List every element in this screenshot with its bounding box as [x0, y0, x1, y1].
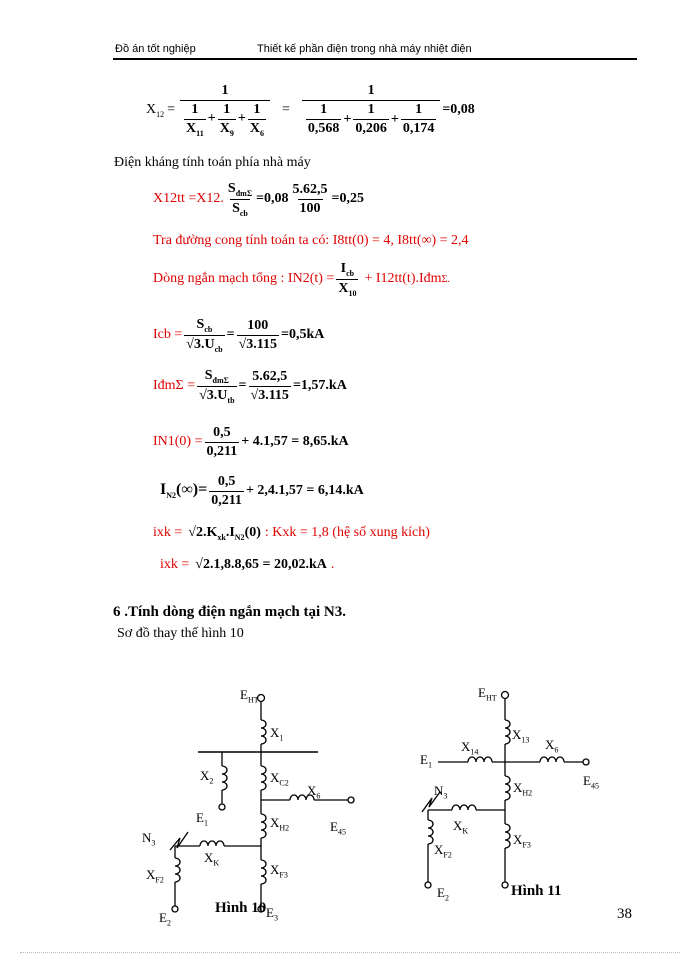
fig11-label-xh2: $X_{H2}$	[513, 780, 533, 798]
inductor-xf2	[175, 858, 180, 882]
equation-ixk: ixk = $√2.K_{xk}.I_{N2}(0)$ : Kxk = 1,8 (hệ số xung kích)	[153, 525, 430, 542]
inductor-xk	[200, 841, 224, 846]
page-number: 38	[617, 906, 632, 922]
equation-idm: IđmΣ = $\frac{S_{đm\Sigma}}{√3.U_{tb}}$ = $\frac{5.62,5}{√3.115}$ =1,57.kA	[153, 367, 347, 405]
section-subtitle: Sơ đồ thay thế hình 10	[117, 626, 244, 641]
text-lookup: Tra đường cong tính toán ta có: I8tt(0) = 4, I8tt(∞) = 2,4	[153, 233, 469, 248]
header-rule	[113, 58, 637, 60]
source-e45	[583, 759, 589, 765]
fig11-label-e2: $E_2$	[437, 885, 449, 903]
source-eht	[502, 692, 509, 699]
equation-x12tt: X12tt =X12. $\frac{S_{đm\Sigma}}{S_{cb}}$ =0,08 $\frac{5.62,5}{100}$ =0,25	[153, 180, 365, 218]
fig11-label-eht: $E_{HT}$	[478, 685, 497, 703]
fig10-label-x1: $X_1$	[270, 725, 284, 743]
equation-in2: $I_{N2}(\infty)=$ $\frac{0,5}{0,211}$ + 2,4.1,57 = 6,14.kA	[160, 473, 364, 508]
fig10-label-xk: $X_K$	[204, 850, 220, 868]
inductor-xh2	[261, 814, 266, 838]
fig11-label-xf2: $X_{F2}$	[434, 842, 452, 860]
fig11-caption: Hình 11	[511, 883, 562, 899]
section-title: 6 .Tính dòng điện ngắn mạch tại N3.	[113, 604, 346, 620]
source-e2	[172, 906, 178, 912]
source-e45	[348, 797, 354, 803]
fig10-label-x2: $X_2$	[200, 768, 214, 786]
fig11-label-xk: $X_K$	[453, 818, 469, 836]
fig10-caption: Hình 10	[215, 900, 267, 916]
fig11-label-x14: $X_{14}$	[461, 739, 479, 757]
fig10-label-e45: $E_{45}$	[330, 819, 346, 837]
inductor-x2	[222, 766, 227, 790]
inductor-xc2	[261, 766, 266, 790]
fig10-label-e1: $E_1$	[196, 810, 208, 828]
fig10-label-xf2: $X_{F2}$	[146, 867, 164, 885]
equation-ixk-value: ixk = √2.1,8.8,65 = 20,02.kA .	[160, 557, 335, 572]
fig11-label-e1: $E_1$	[420, 752, 432, 770]
equation-x12: $X_{12}$ = 1 $\frac{1}{X_{11}}$ + $\frac{1}{X_9}$ + $\frac{1}{X_6}$ = 1 $\frac{1}{0,568}$ + $\frac{1}{0,206}$ + $\frac{1}{0,174}$ =0,08	[146, 82, 475, 138]
inductor-x1	[261, 720, 266, 744]
source-e3	[502, 882, 508, 888]
inductor-x14	[468, 757, 492, 762]
text-reactance: Điện kháng tính toán phía nhà máy	[114, 155, 311, 170]
fig10-label-xh2: $X_{H2}$	[270, 815, 290, 833]
fig11-label-x13: $X_{13}$	[512, 727, 530, 745]
header-left: Đồ án tốt nghiệp	[115, 43, 196, 55]
figure-10	[130, 680, 370, 930]
page-bottom-rule	[20, 952, 680, 953]
inductor-xk	[452, 805, 476, 810]
inductor-xf3	[505, 824, 510, 848]
fig10-label-n3: $N_3$	[142, 830, 156, 848]
source-e1	[219, 804, 225, 810]
fig10-label-xc2: $X_{C2}$	[270, 770, 289, 788]
fig10-label-e3: $E_3$	[266, 905, 278, 923]
fig11-label-e45: $E_{45}$	[583, 773, 599, 791]
fig11-label-n3: $N_3$	[434, 783, 448, 801]
fault-n3-arrow	[170, 832, 188, 850]
fig10-label-e2: $E_2$	[159, 910, 171, 928]
fig10-label-eht: $E_{HT}$	[240, 687, 259, 705]
fig11-label-x6: $X_6$	[545, 737, 559, 755]
equation-short-circuit: Dòng ngắn mạch tổng : IN2(t) = $\frac{I_{cb}}{X_{10}}$ + I12tt(t).Iđm Σ.	[153, 260, 450, 298]
source-e2	[425, 882, 431, 888]
inductor-xf2	[428, 820, 433, 844]
equation-in1: IN1(0) = $\frac{0,5}{0,211}$ + 4.1,57 = 8,65.kA	[153, 424, 349, 459]
equation-icb: Icb = $\frac{S_{cb}}{√3.U_{cb}}$ = $\frac{100}{√3.115}$ =0,5kA	[153, 316, 325, 354]
fig11-label-xf3: $X_{F3}$	[513, 832, 531, 850]
header-center: Thiết kế phần điện trong nhà máy nhiệt điện	[257, 43, 472, 55]
inductor-xh2	[505, 776, 510, 800]
inductor-x6	[540, 757, 564, 762]
inductor-xf3	[261, 860, 266, 884]
fig10-label-xf3: $X_{F3}$	[270, 862, 288, 880]
fig10-label-x6: $X_6$	[307, 783, 321, 801]
inductor-x13	[505, 720, 510, 744]
